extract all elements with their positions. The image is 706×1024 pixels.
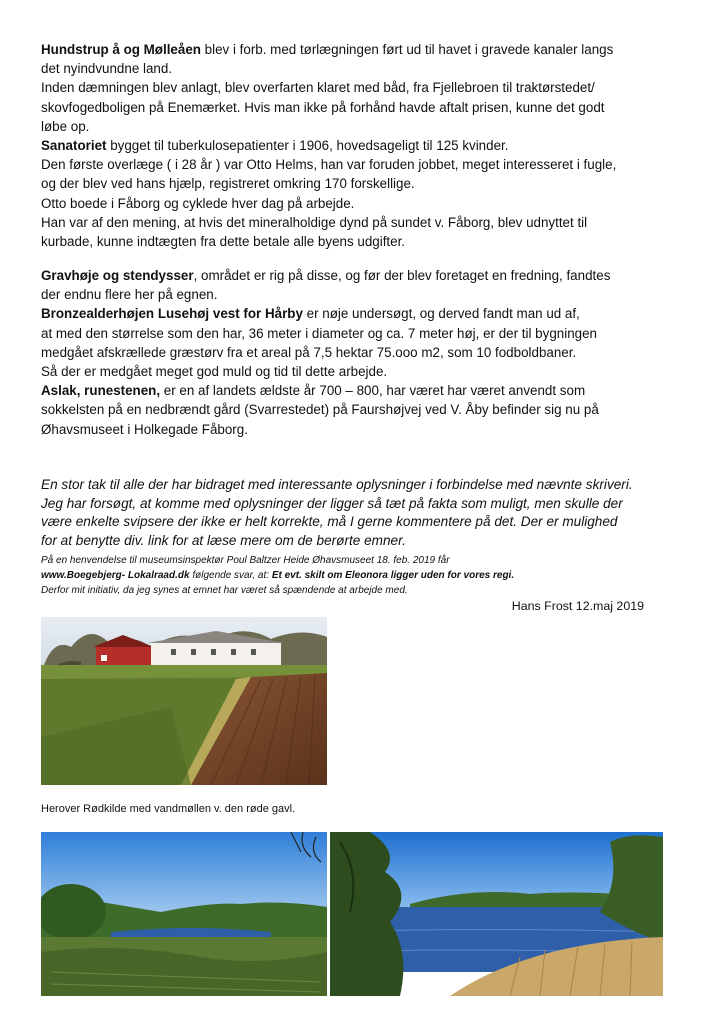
- text-line: Inden dæmningen blev anlagt, blev overfarten klaret med båd, fra Fjellebroen til traktørstedet/: [41, 80, 595, 96]
- photo-lake-right: [330, 832, 663, 996]
- text-line: [41, 381, 673, 400]
- signature: Hans Frost 12.maj 2019: [511, 599, 644, 613]
- text-line: sokkelsten på en nedbrændt gård (Svarrestedet) på Faurshøjvej ved V. Åby befinder sig nu på: [41, 402, 599, 418]
- text-line: En stor tak til alle der har bidraget med interessante oplysninger i forbindelse med nævnte skriveri.: [41, 477, 633, 492]
- landscape-image: [41, 617, 327, 785]
- landscape-image: [330, 832, 663, 996]
- text-span: bygget til tuberkulosepatienter i 1906, hovedsageligt til 125 kvinder.: [106, 138, 509, 154]
- museum-note: [41, 553, 514, 598]
- text-line: [41, 568, 514, 583]
- heading-hundstrup: Hundstrup å og Mølleåen: [41, 42, 201, 57]
- text-line: [41, 304, 673, 323]
- text-span: følgende svar, at:: [189, 570, 272, 581]
- photo-rodkilde-field: [41, 617, 327, 785]
- text-line: Jeg har forsøgt, at komme med oplysninger der ligger så tæt på fakta som muligt, men skulle der: [41, 495, 623, 511]
- text-line: det nyindvundne land.: [41, 61, 173, 77]
- text-line: der endnu flere her på egnen.: [41, 287, 218, 303]
- heading-sanatoriet: Sanatoriet: [41, 138, 107, 154]
- text-line: være enkelte svipsere der ikke er helt korrekte, må I gerne kommentere på det. Der er mulighed: [41, 514, 618, 530]
- text-span: , området er rig på disse, og før der blev foretaget en fredning, fandtes: [193, 268, 611, 283]
- text-line: løbe op.: [41, 118, 90, 134]
- text-line: for at benytte div. link for at læse mere om de berørte emner.: [41, 532, 406, 548]
- text-span: blev i forb. med tørlægningen ført ud til havet i gravede kanaler langs: [200, 42, 614, 57]
- text-line: og der blev ved hans hjælp, registreret omkring 170 forskellige.: [41, 176, 415, 192]
- text-line: Otto boede i Fåborg og cyklede hver dag på arbejde.: [41, 195, 355, 211]
- text-line: [41, 40, 673, 59]
- landscape-image: [41, 832, 327, 996]
- section-burial-mounds: [41, 266, 673, 439]
- photo-lake-left: [41, 832, 327, 996]
- text-line: Han var af den mening, at hvis det mineralholdige dynd på sundet v. Fåborg, blev udnyttet til: [41, 214, 588, 230]
- heading-gravhoje: Gravhøje og stendysser: [41, 268, 194, 283]
- text-line: Derfor mit initiativ, da jeg synes at emnet har været så spændende at arbejde med.: [41, 585, 408, 596]
- text-line: Øhavsmuseet i Holkegade Fåborg.: [41, 421, 248, 437]
- text-line: medgået afskrællede græstørv fra et areal på 7,5 hektar 75.ooo m2, som 10 fodboldbaner.: [41, 344, 577, 360]
- text-line: skovfogedboligen på Enemærket. Hvis man ikke på forhånd havde aftalt prisen, kunne det godt: [41, 99, 605, 115]
- text-line: [41, 266, 673, 285]
- heading-lusehoj: Bronzealderhøjen Lusehøj vest for Hårby: [41, 306, 303, 322]
- text-span: Et evt. skilt om Eleonora ligger uden for vores regi.: [271, 570, 515, 581]
- text-line: kurbade, kunne indtægten fra dette betale alle byens udgifter.: [41, 234, 406, 250]
- section-waterways-sanatorium: [41, 40, 673, 251]
- heading-aslak: Aslak, runestenen,: [41, 383, 161, 399]
- text-span: er nøje undersøgt, og derved fandt man ud af,: [302, 306, 580, 322]
- photo-caption: Herover Rødkilde med vandmøllen v. den røde gavl.: [41, 803, 296, 815]
- thanks-paragraph: [41, 476, 681, 550]
- website-link[interactable]: www.Boegebjerg- Lokalraad.dk: [41, 570, 190, 581]
- text-line: Så der er medgået meget god muld og tid til dette arbejde.: [41, 364, 388, 380]
- text-line: Den første overlæge ( i 28 år ) var Otto Helms, han var foruden jobbet, meget interesseret i fugle,: [41, 157, 617, 173]
- text-line: [41, 136, 673, 155]
- text-span: er en af landets ældste år 700 – 800, har været har været anvendt som: [160, 383, 586, 399]
- text-line: at med den størrelse som den har, 36 meter i diameter og ca. 7 meter høj, er der til bygningen: [41, 325, 597, 341]
- text-line: På en henvendelse til museumsinspektør Poul Baltzer Heide Øhavsmuseet 18. feb. 2019 får: [41, 555, 450, 566]
